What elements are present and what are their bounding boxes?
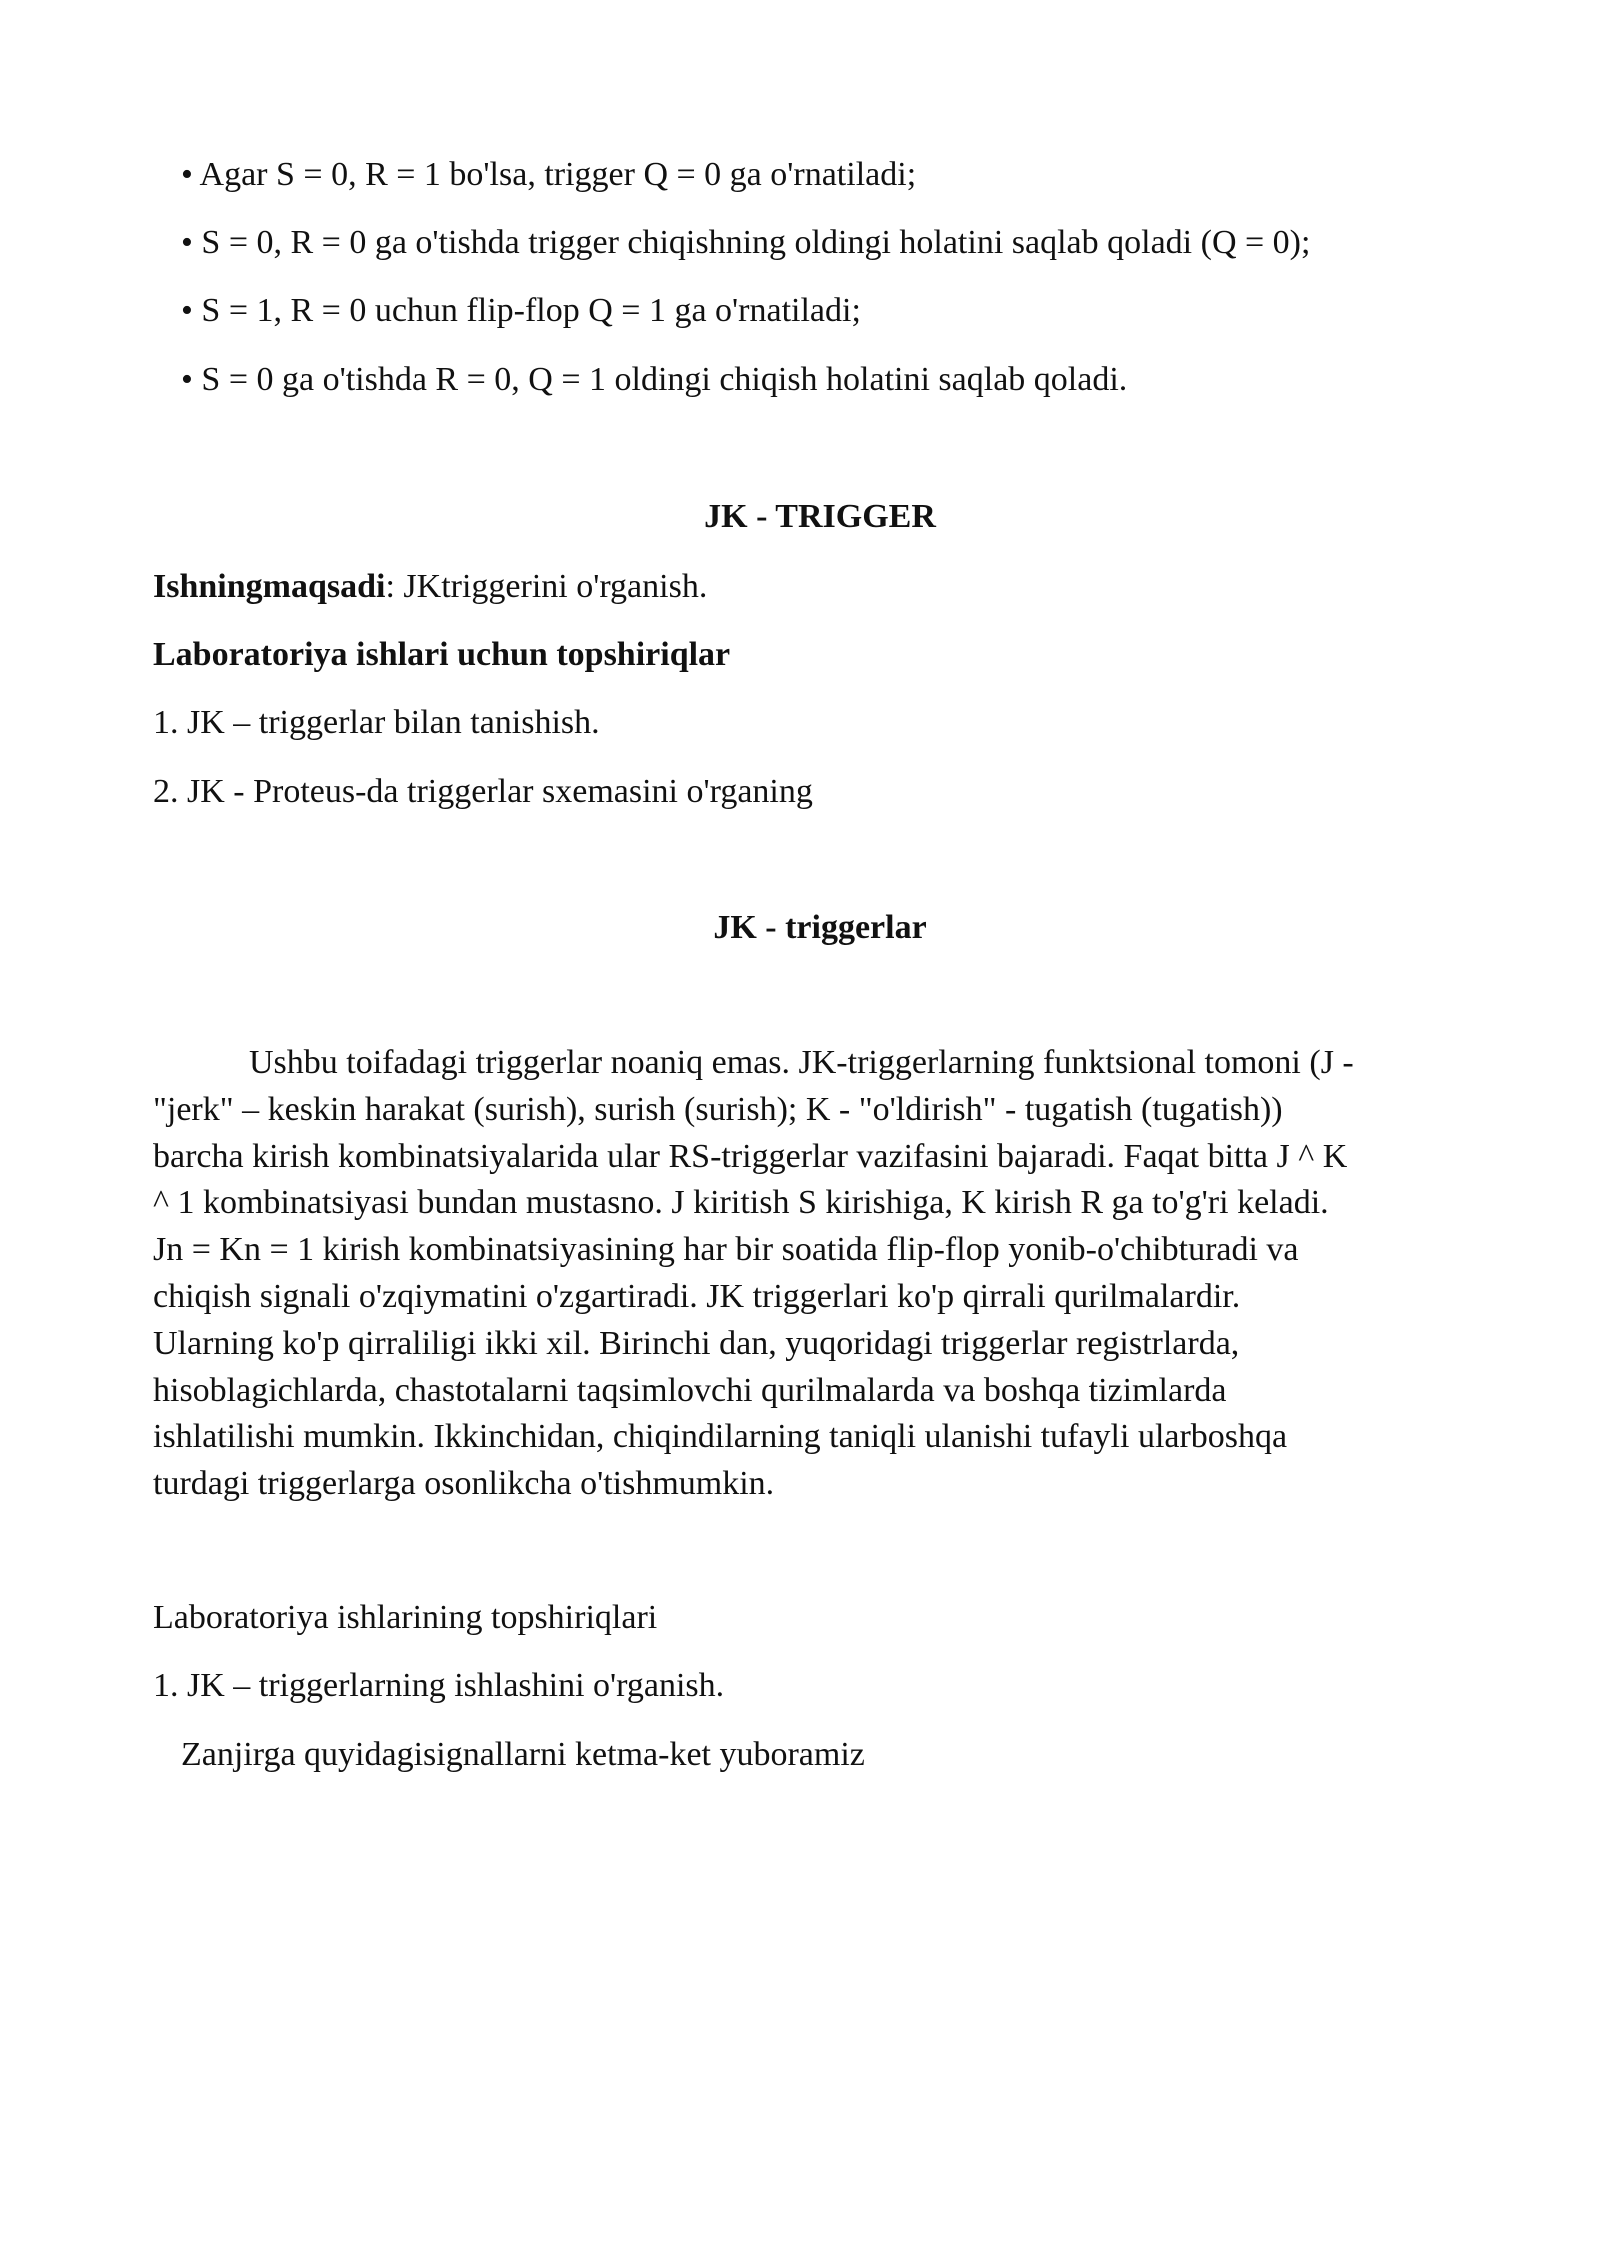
paragraph-line: Ushbu toifadagi triggerlar noaniq emas. JK-triggerlarning funktsional tomoni (J -: [249, 1044, 1354, 1081]
bullet-item-4: • S = 0 ga o'tishda R = 0, Q = 1 oldingi chiqish holatini saqlab qoladi.: [181, 361, 1128, 398]
bullet-item-1: • Agar S = 0, R = 1 bo'lsa, trigger Q = 0 ga o'rnatiladi;: [181, 156, 917, 193]
bullet-item-3: • S = 1, R = 0 uchun flip-flop Q = 1 ga o'rnatiladi;: [181, 292, 861, 329]
tasks-heading: Laboratoriya ishlari uchun topshiriqlar: [153, 636, 731, 673]
task-item-1: 1. JK – triggerlar bilan tanishish.: [153, 704, 600, 741]
paragraph-line: ishlatilishi mumkin. Ikkinchidan, chiqindilarning taniqli ulanishi tufayli ularboshqa: [153, 1418, 1288, 1456]
paragraph-line: Ularning ko'p qirraliligi ikki xil. Birinchi dan, yuqoridagi triggerlar registrlarda,: [153, 1324, 1240, 1362]
paragraph-line: turdagi triggerlarga osonlikcha o'tishmumkin.: [153, 1465, 775, 1503]
paragraph-line: hisoblagichlarda, chastotalarni taqsimlovchi qurilmalarda va boshqa tizimlarda: [153, 1371, 1227, 1409]
section-heading-jk-triggerlar: JK - triggerlar: [713, 909, 927, 946]
section-heading-jk-trigger: JK - TRIGGER: [704, 498, 936, 535]
purpose-label: Ishningmaqsadi: [153, 568, 386, 605]
purpose-text: : JKtriggerini o'rganish.: [385, 568, 708, 605]
bullet-item-2: • S = 0, R = 0 ga o'tishda trigger chiqishning oldingi holatini saqlab qoladi (Q = 0);: [181, 224, 1311, 261]
signals-line: Zanjirga quyidagisignallarni ketma-ket yuboramiz: [181, 1736, 865, 1773]
lab-tasks-heading: Laboratoriya ishlarining topshiriqlari: [153, 1599, 658, 1636]
paragraph-line: "jerk" – keskin harakat (surish), surish (surish); K - "o'ldirish" - tugatish (tugatish)): [153, 1090, 1283, 1128]
paragraph-line: barcha kirish kombinatsiyalarida ular RS-triggerlar vazifasini bajaradi. Faqat bitta J ^ K: [153, 1137, 1348, 1175]
paragraph-line: chiqish signali o'zqiymatini o'zgartiradi. JK triggerlari ko'p qirrali qurilmalardir.: [153, 1277, 1241, 1315]
paragraph-line: Jn = Kn = 1 kirish kombinatsiyasining har bir soatida flip-flop yonib-o'chibturadi va: [153, 1231, 1299, 1269]
paragraph-line: ^ 1 kombinatsiyasi bundan mustasno. J kiritish S kirishiga, K kirish R ga to'g'ri keladi.: [153, 1184, 1329, 1222]
task-item-2: 2. JK - Proteus-da triggerlar sxemasini o'rganing: [153, 773, 813, 810]
body-paragraph: [153, 1040, 1493, 1508]
lab-task-item-1: 1. JK – triggerlarning ishlashini o'rganish.: [153, 1667, 725, 1704]
purpose-line: [153, 567, 707, 607]
